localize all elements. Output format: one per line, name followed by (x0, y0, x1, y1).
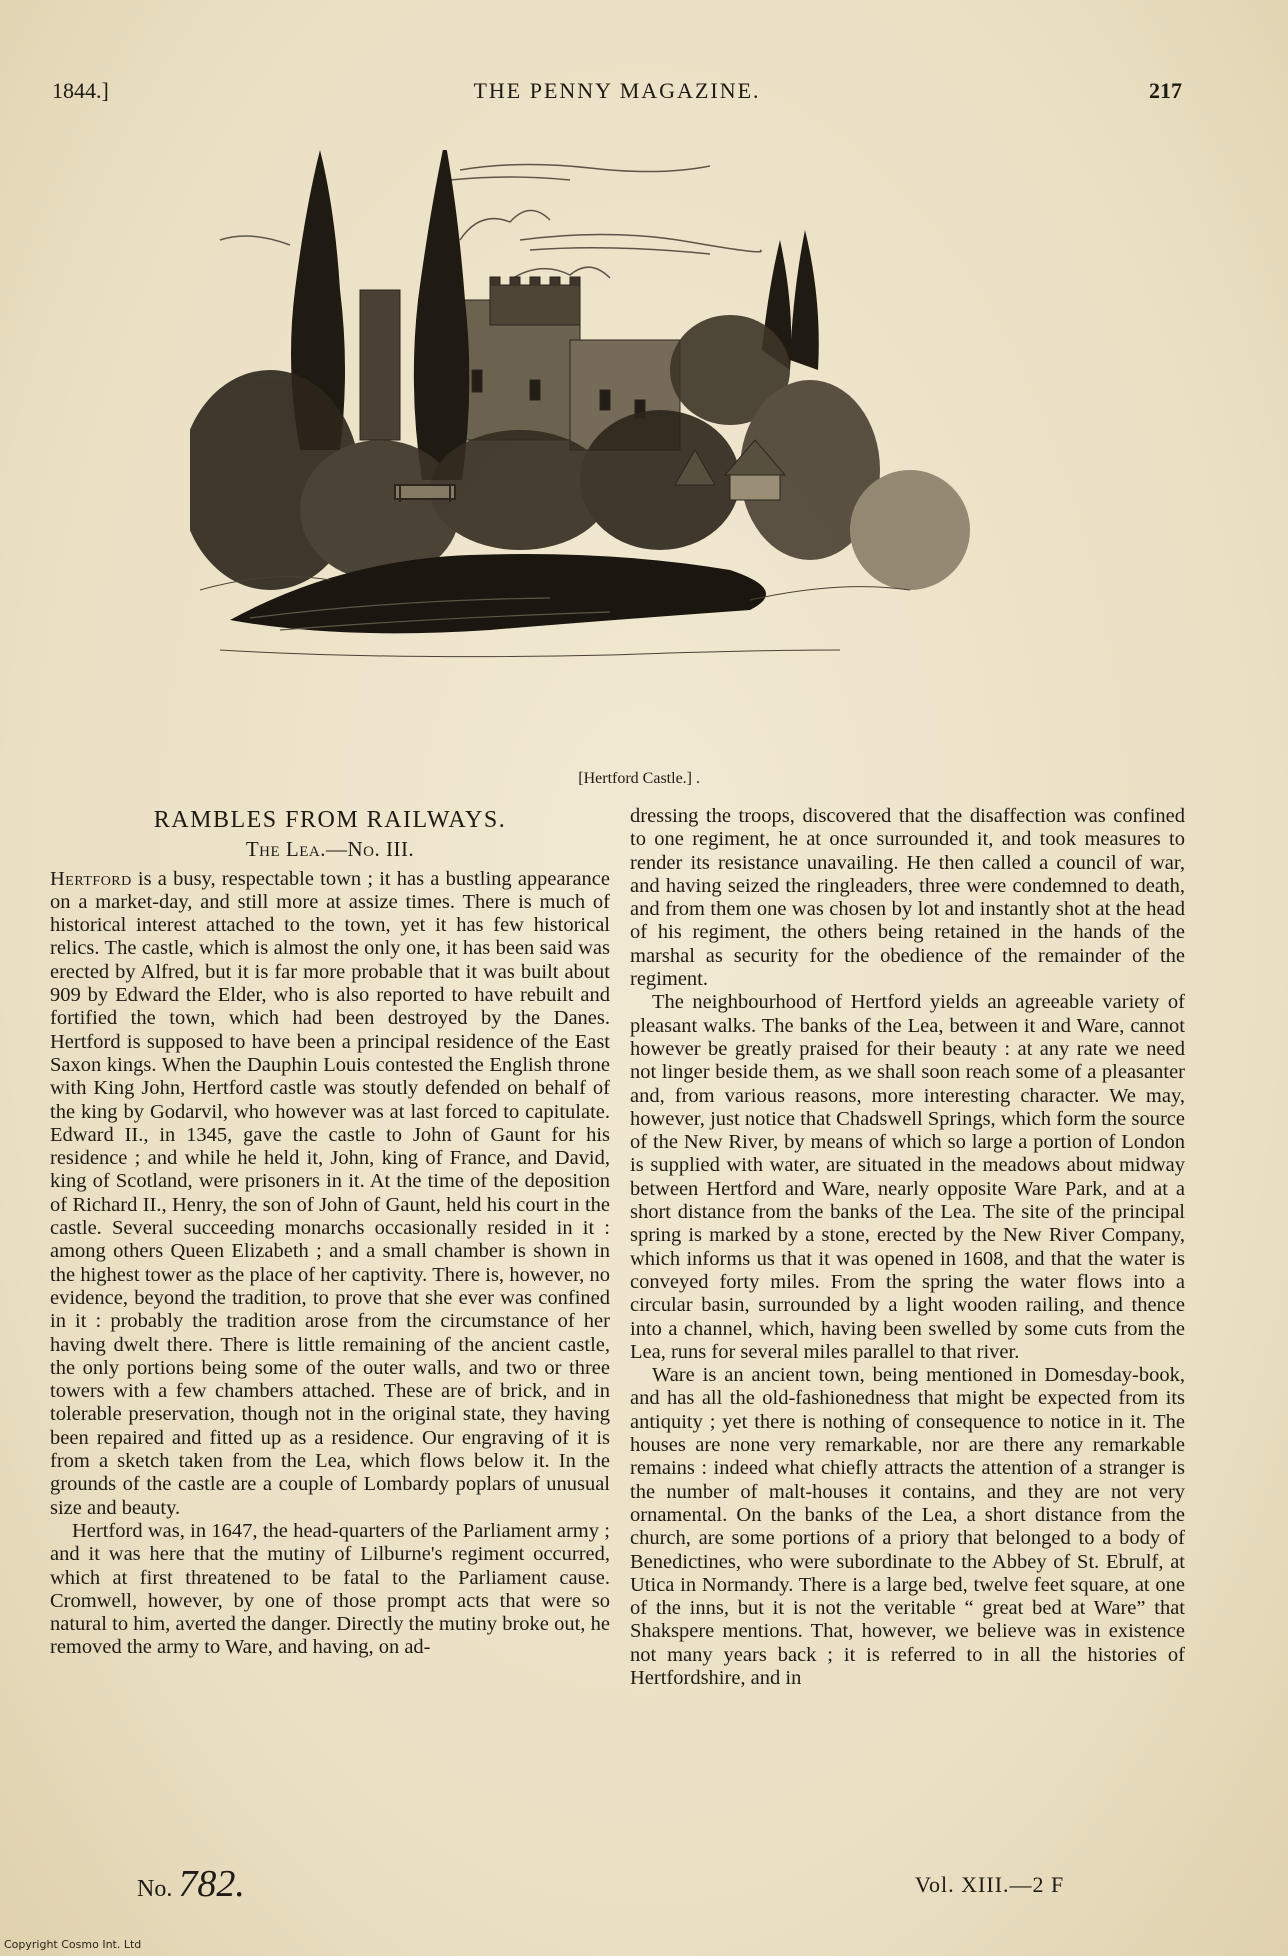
paragraph: dressing the troops, discovered that the disaffection was confined to one regiment, he at once surrounded it, and took measures to render its resistance unavailing. He then called a council of war, and having seized the ringleaders, three were condemned to death, and from them one was chosen by lot and instantly shot at the head of his regiment, the others being retained in the hands of the marshal as security for the obedience of the remainder of the regiment. (630, 805, 1185, 991)
page-footer (0, 1862, 1288, 1912)
volume-signature: Vol. XIII.—2 F (915, 1872, 1065, 1897)
paragraph-text: is a busy, respectable town ; it has a bustling appearance on a market-day, and still more at assize times. There is much of historical interest attached to the town, yet it has few historical relics. The castle, which is almost the only one, it has been said was erected by Alfred, but it is far more probable that it was built about 909 by Edward the Elder, who is also reported to have rebuilt and fortified the town, which had been destroyed by the Danes. Hertford is supposed to have been a principal residence of the East Saxon kings. When the Dauphin Louis contested the English throne with King John, Hertford castle was stoutly defended on behalf of the king by Godarvil, who however was at last forced to capitulate. Edward II., in 1345, gave the castle to John of Gaunt for his residence ; and while he held it, John, king of France, and David, king of Scotland, were prisoners in it. At the time of the deposition of Richard II., Henry, the son of John of Gaunt, held his court in the castle. Several succeeding monarchs occasionally resided in it : among others Queen Elizabeth ; and a small chamber is shown in the highest tower as the place of her captivity. There is, however, no evidence, beyond the tradition, to prove that she ever was confined in it : probably the tradition arose from the circumstance of her having dwelt there. There is little remaining of the ancient castle, the only portions being some of the outer walls, and two or three towers with a few chambers attached. These are of brick, and in tolerable preservation, though not in the original state, they having been repaired and fitted up as a residence. Our engraving of it is from a sketch taken from the Lea, which flows below it. In the grounds of the castle are a couple of Lombardy poplars of unusual size and beauty. (50, 867, 610, 1519)
header-page-number: 217 (1149, 78, 1182, 103)
engraving-caption: [Hertford Castle.] . (578, 770, 700, 787)
hertford-castle-engraving (190, 150, 1040, 770)
header-year: 1844.] (52, 78, 109, 103)
issue-number-value: 782. (178, 1863, 245, 1905)
copyright-watermark: Copyright Cosmo Int. Ltd (4, 1938, 142, 1951)
lead-word: Hertford (50, 867, 132, 890)
header-magazine-title: THE PENNY MAGAZINE. (473, 78, 761, 103)
running-header (52, 78, 1182, 114)
column-right (630, 805, 1185, 1690)
paragraph: Hertford was, in 1647, the head-quarters of the Parliament army ; and it was here that the mutiny of Lilburne's regiment occurred, which at first threatened to be fatal to the Parliament cause. Cromwell, however, by one of those prompt acts that were so natural to him, averted the danger. Directly the mutiny broke out, he removed the army to Ware, and having, on ad- (50, 1519, 610, 1659)
paragraph: The neighbourhood of Hertford yields an agreeable variety of pleasant walks. The banks of the Lea, between it and Ware, cannot however be greatly praised for their beauty : at any rate we need not linger beside them, as we shall soon reach some of a pleasanter and, from various reasons, more interesting character. We may, however, just notice that Chadswell Springs, which form the source of the New River, by means of which so large a portion of London is supplied with water, are situated in the meadows about midway between Hertford and Ware, nearly opposite Ware Park, and at a short distance from the banks of the Lea. The site of the principal spring is marked by a stone, erected by the New River Company, which informs us that it was opened in 1608, and that the water is conveyed forty miles. From the spring the water flows into a circular basin, surrounded by a light wooden railing, and thence into a channel, which, having been swelled by some cuts from the Lea, runs for several miles parallel to that river. (630, 991, 1185, 1363)
issue-number (137, 1862, 245, 1906)
issue-label: No. (137, 1876, 173, 1902)
paragraph: Ware is an ancient town, being mentioned in Domesday-book, and has all the old-fashionedness that might be expected from its antiquity ; yet there is nothing of consequence to notice in it. The houses are none very remarkable, nor are there any remarkable remains : indeed what chiefly attracts the attention of a stranger is the number of malt-houses it contains, and they are not very ornamental. On the banks of the Lea, a short distance from the church, are some portions of a priory that belonged to a body of Benedictines, who were subordinate to the Abbey of St. Ebrulf, at Utica in Normandy. There is a large bed, twelve feet square, at one of the inns, but it is not the veritable “ great bed at Ware” that Shakspere mentions. That, however, we believe was in existence not many years back ; it is referred to in all the histories of Hertfordshire, and in (630, 1364, 1185, 1689)
footbridge (395, 485, 455, 502)
column-left (50, 805, 610, 1660)
paragraph (50, 868, 610, 1520)
article-subtitle: The Lea.—No. III. (245, 837, 415, 862)
article-title: RAMBLES FROM RAILWAYS. (153, 807, 507, 833)
